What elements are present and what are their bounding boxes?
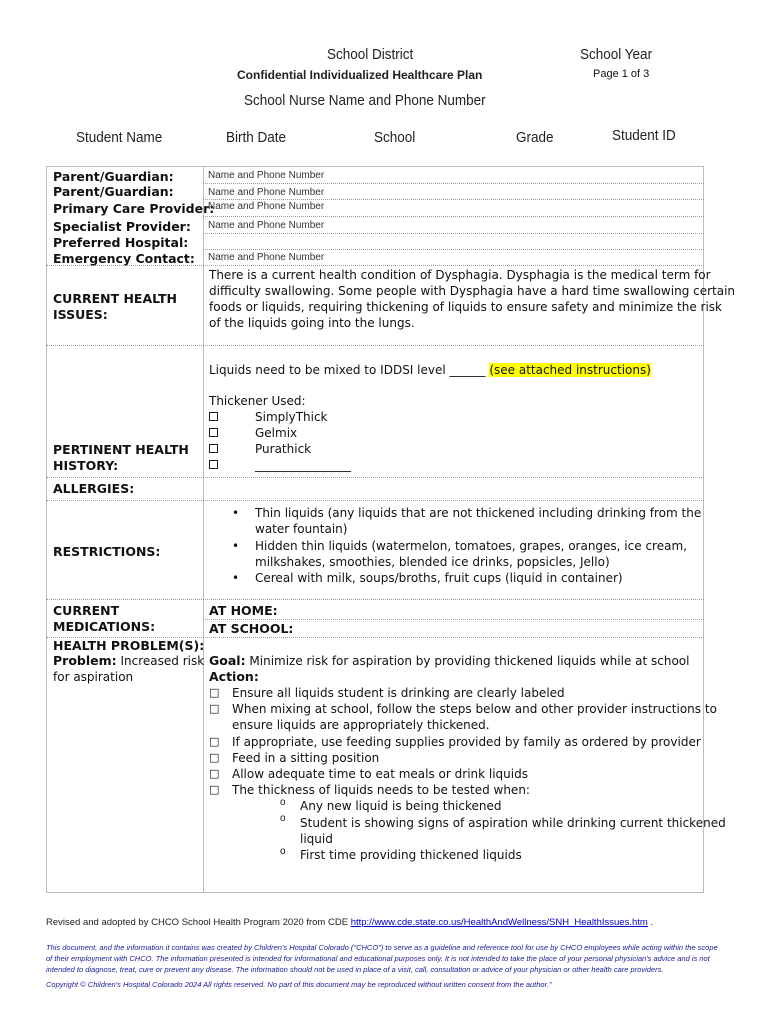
- problem-text-cont: for aspiration: [53, 670, 134, 684]
- goal-text: Minimize risk for aspiration by providing thickened liquids while at school: [249, 654, 690, 668]
- problem-label: Problem:: [53, 653, 117, 668]
- emergency-contact-value[interactable]: Name and Phone Number: [208, 252, 325, 263]
- restriction-item-cont: water fountain): [255, 522, 348, 536]
- current-health-line: of the liquids going into the lungs.: [209, 316, 415, 330]
- disclaimer-line: This document, and the information it contains was created by Children's Hospital Colorado ("CHCO") to serve as a guideline and reference tool for use by CHCO employees while acting within the scope: [46, 943, 718, 952]
- disclaimer-line: intended to diagnose, treat, cure or prevent any disease. The information should not be used in place of a visit, call, consultation or advice of your physician or other health care providers.: [46, 965, 664, 974]
- medications-label: CURRENT: [53, 603, 120, 618]
- grade-label: Grade: [516, 129, 554, 146]
- sub-action-item: Student is showing signs of aspiration while drinking current thickened: [300, 816, 726, 830]
- square-bullet-icon: □: [209, 686, 220, 699]
- restrictions-label: RESTRICTIONS:: [53, 544, 161, 559]
- square-bullet-icon: □: [209, 735, 220, 748]
- thickener-label: SimplyThick: [255, 410, 328, 424]
- sub-action-item: First time providing thickened liquids: [300, 848, 522, 862]
- allergies-label: ALLERGIES:: [53, 481, 135, 496]
- student-id-label: Student ID: [612, 127, 676, 144]
- emergency-contact-label: Emergency Contact:: [53, 251, 195, 266]
- thickener-option[interactable]: [209, 457, 351, 473]
- current-health-line: foods or liquids, requiring thickening of liquids to ensure safety and minimize the risk: [209, 300, 722, 314]
- checkbox-icon[interactable]: [209, 412, 218, 421]
- copyright: Copyright © Children's Hospital Colorado 2024 All rights reserved. No part of this document may be reproduced without written consent from the author.": [46, 980, 552, 989]
- bullet-icon: •: [232, 571, 240, 585]
- pertinent-history-label: PERTINENT HEALTH: [53, 442, 189, 457]
- restriction-item: Hidden thin liquids (watermelon, tomatoes, grapes, oranges, ice cream,: [255, 539, 687, 553]
- action-item: Allow adequate time to eat meals or drink liquids: [232, 767, 528, 781]
- birth-date-label: Birth Date: [226, 129, 287, 146]
- circle-bullet-icon: o: [280, 797, 286, 808]
- current-health-label: CURRENT HEALTH: [53, 291, 178, 306]
- action-item: The thickness of liquids needs to be tested when:: [232, 783, 530, 797]
- current-health-line: difficulty swallowing. Some people with Dysphagia have a hard time swallowing certain: [209, 284, 736, 298]
- bullet-icon: •: [232, 506, 240, 520]
- goal-label: Goal:: [209, 653, 246, 668]
- school-district: School District: [327, 46, 414, 63]
- revised-text: Revised and adopted by CHCO School Health Program 2020 from CDE: [46, 917, 351, 928]
- at-home-label: AT HOME:: [209, 603, 278, 618]
- sub-action-item-cont: liquid: [300, 832, 333, 846]
- checkbox-icon[interactable]: [209, 428, 218, 437]
- specialist-provider-label: Specialist Provider:: [53, 219, 191, 234]
- disclaimer-line: of their employment with CHCO. The information presented is intended for informational and educational purposes only. It is not intended to take the place of your personal physician's advice and is not: [46, 954, 710, 963]
- revised-end: .: [647, 917, 654, 928]
- action-item-cont: ensure liquids are appropriately thickened.: [232, 718, 490, 732]
- square-bullet-icon: □: [209, 767, 220, 780]
- problem-statement: [53, 653, 204, 669]
- plan-title: Confidential Individualized Healthcare Plan: [237, 68, 483, 82]
- square-bullet-icon: □: [209, 702, 220, 715]
- parent-guardian-1-label: Parent/Guardian:: [53, 169, 174, 184]
- iddsi-attached-instructions: (see attached instructions): [489, 363, 651, 377]
- revised-note: [46, 917, 653, 928]
- current-health-line: There is a current health condition of Dysphagia. Dysphagia is the medical term for: [209, 268, 711, 282]
- primary-care-provider-value[interactable]: Name and Phone Number: [208, 201, 325, 212]
- problem-text: Increased risk: [120, 654, 205, 668]
- square-bullet-icon: □: [209, 751, 220, 764]
- school-year: School Year: [580, 46, 653, 63]
- iddsi-text: Liquids need to be mixed to IDDSI level ______: [209, 363, 490, 377]
- thickener-label: Purathick: [255, 442, 312, 456]
- iddsi-instruction: [209, 362, 651, 378]
- school-label: School: [374, 129, 416, 146]
- thickener-label: Gelmix: [255, 426, 298, 440]
- checkbox-icon[interactable]: [209, 460, 218, 469]
- thickener-heading: Thickener Used:: [209, 394, 306, 408]
- thickener-option[interactable]: [209, 409, 328, 425]
- bullet-icon: •: [232, 539, 240, 553]
- cde-link[interactable]: http://www.cde.state.co.us/HealthAndWellness/SNH_HealthIssues.htm: [350, 917, 648, 928]
- parent-guardian-2-value[interactable]: Name and Phone Number: [208, 187, 325, 198]
- square-bullet-icon: □: [209, 783, 220, 796]
- action-item: When mixing at school, follow the steps below and other provider instructions to: [232, 702, 717, 716]
- checkbox-icon[interactable]: [209, 444, 218, 453]
- action-item: Feed in a sitting position: [232, 751, 380, 765]
- circle-bullet-icon: o: [280, 813, 286, 824]
- circle-bullet-icon: o: [280, 846, 286, 857]
- thickener-label: ________________: [255, 458, 351, 472]
- parent-guardian-2-label: Parent/Guardian:: [53, 184, 174, 199]
- thickener-option[interactable]: [209, 441, 312, 457]
- current-health-label-2: ISSUES:: [53, 307, 108, 322]
- medications-label-2: MEDICATIONS:: [53, 619, 156, 634]
- thickener-option[interactable]: [209, 425, 298, 441]
- restriction-item-cont: milkshakes, smoothies, blended ice drinks, popsicles, Jello): [255, 555, 610, 569]
- restriction-item: Thin liquids (any liquids that are not thickened including drinking from the: [255, 506, 702, 520]
- student-name-label: Student Name: [76, 129, 163, 146]
- action-item: If appropriate, use feeding supplies provided by family as ordered by provider: [232, 735, 701, 749]
- primary-care-provider-label: Primary Care Provider:: [53, 201, 215, 216]
- page-number: Page 1 of 3: [593, 68, 650, 80]
- specialist-provider-value[interactable]: Name and Phone Number: [208, 220, 325, 231]
- goal-statement: [209, 653, 690, 669]
- pertinent-history-label-2: HISTORY:: [53, 458, 119, 473]
- restriction-item: Cereal with milk, soups/broths, fruit cups (liquid in container): [255, 571, 623, 585]
- at-school-label: AT SCHOOL:: [209, 621, 294, 636]
- preferred-hospital-label: Preferred Hospital:: [53, 235, 189, 250]
- action-item: Ensure all liquids student is drinking are clearly labeled: [232, 686, 565, 700]
- parent-guardian-1-value[interactable]: Name and Phone Number: [208, 170, 325, 181]
- health-problems-label: HEALTH PROBLEM(S):: [53, 638, 205, 653]
- sub-action-item: Any new liquid is being thickened: [300, 799, 502, 813]
- action-label: Action:: [209, 669, 259, 684]
- school-nurse: School Nurse Name and Phone Number: [244, 92, 486, 109]
